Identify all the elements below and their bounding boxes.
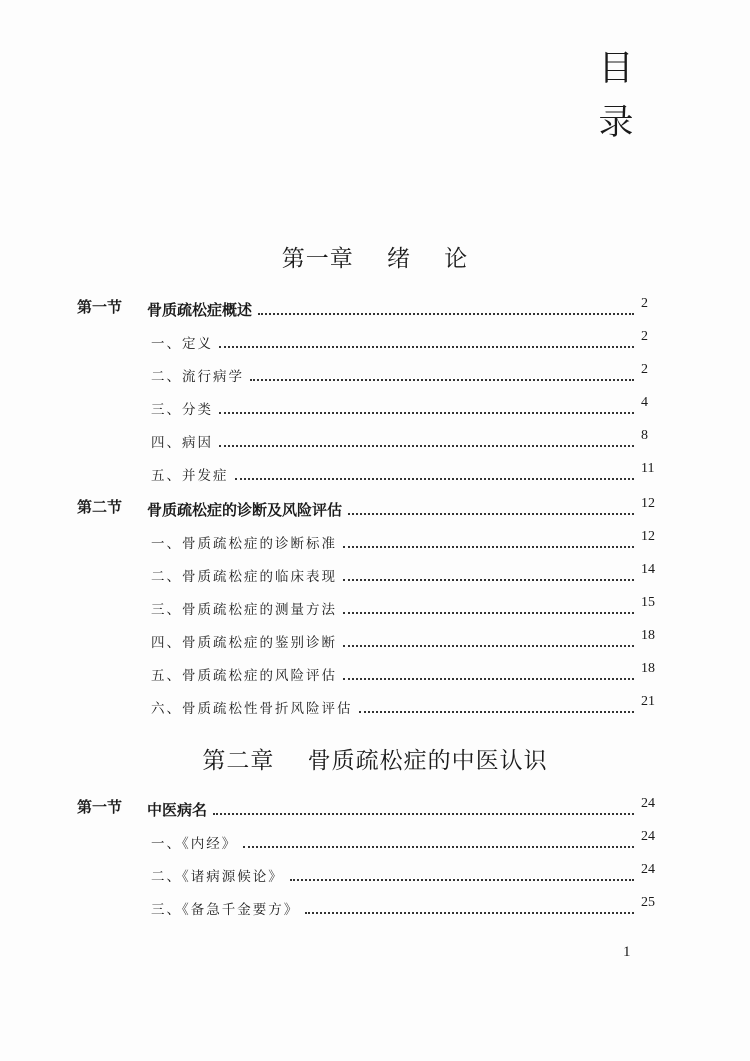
leader-dots xyxy=(219,412,634,414)
leader-dots xyxy=(213,813,634,815)
toc-heading-char-1: 目 xyxy=(598,49,634,89)
page-number: 2 xyxy=(641,329,648,344)
toc-entry-c1-s2-item-6[interactable] xyxy=(0,694,750,720)
page-folio: 1 xyxy=(623,944,631,960)
toc-entry-c1-s2-item-3[interactable] xyxy=(0,595,750,621)
item-title: 二、流行病学 xyxy=(151,369,244,385)
leader-dots xyxy=(258,313,634,315)
page-number: 11 xyxy=(641,461,655,476)
page-number: 4 xyxy=(641,395,648,410)
toc-entry-c1-s2-item-4[interactable] xyxy=(0,628,750,654)
toc-entry-c1-s1[interactable] xyxy=(0,296,750,322)
page-number: 2 xyxy=(641,296,648,311)
item-title: 一、《内经》 xyxy=(151,836,238,852)
toc-entry-c1-s2-item-5[interactable] xyxy=(0,661,750,687)
item-title: 六、骨质疏松性骨折风险评估 xyxy=(151,701,353,717)
leader-dots xyxy=(305,912,634,914)
item-title: 二、《诸病源候论》 xyxy=(151,869,284,885)
toc-entry-c2-s1-item-3[interactable] xyxy=(0,895,750,921)
leader-dots xyxy=(343,546,634,548)
leader-dots xyxy=(250,379,634,381)
section-number: 第一节 xyxy=(77,298,123,316)
page-number: 24 xyxy=(641,829,655,844)
item-title: 三、骨质疏松症的测量方法 xyxy=(151,602,337,618)
leader-dots xyxy=(343,612,634,614)
page-number: 21 xyxy=(641,694,655,709)
item-title: 一、骨质疏松症的诊断标准 xyxy=(151,536,337,552)
leader-dots xyxy=(219,346,634,348)
toc-heading xyxy=(596,42,636,150)
chapter-1-heading: 第一章 绪 论 xyxy=(281,246,469,272)
toc-entry-c1-s2-item-1[interactable] xyxy=(0,529,750,555)
item-title: 五、并发症 xyxy=(151,468,229,484)
item-title: 五、骨质疏松症的风险评估 xyxy=(151,668,337,684)
page-number: 18 xyxy=(641,628,655,643)
toc-entry-c1-s1-item-5[interactable] xyxy=(0,461,750,487)
leader-dots xyxy=(343,579,634,581)
item-title: 四、骨质疏松症的鉴别诊断 xyxy=(151,635,337,651)
toc-entry-c2-s1-item-2[interactable] xyxy=(0,862,750,888)
leader-dots xyxy=(290,879,634,881)
toc-heading-char-2: 录 xyxy=(598,103,634,143)
leader-dots xyxy=(343,645,634,647)
page-number: 24 xyxy=(641,862,655,877)
page-number: 24 xyxy=(641,796,655,811)
toc-entry-c1-s2-item-2[interactable] xyxy=(0,562,750,588)
section-title: 骨质疏松症的诊断及风险评估 xyxy=(147,500,343,519)
item-title: 三、《备急千金要方》 xyxy=(151,902,300,918)
section-number: 第二节 xyxy=(77,498,123,516)
toc-entry-c1-s2[interactable] xyxy=(0,496,750,522)
page-number: 14 xyxy=(641,562,655,577)
leader-dots xyxy=(359,711,635,713)
item-title: 二、骨质疏松症的临床表现 xyxy=(151,569,337,585)
chapter-2-heading: 第二章 骨质疏松症的中医认识 xyxy=(202,748,548,774)
leader-dots xyxy=(343,678,634,680)
item-title: 一、定义 xyxy=(151,336,213,352)
toc-entry-c1-s1-item-1[interactable] xyxy=(0,329,750,355)
leader-dots xyxy=(219,445,634,447)
page-number: 15 xyxy=(641,595,655,610)
page-number: 8 xyxy=(641,428,648,443)
page-number: 25 xyxy=(641,895,655,910)
toc-entry-c2-s1-item-1[interactable] xyxy=(0,829,750,855)
item-title: 三、分类 xyxy=(151,402,213,418)
leader-dots xyxy=(235,478,635,480)
toc-entry-c1-s1-item-2[interactable] xyxy=(0,362,750,388)
page-number: 18 xyxy=(641,661,655,676)
section-number: 第一节 xyxy=(77,798,123,816)
leader-dots xyxy=(348,513,634,515)
section-title: 骨质疏松症概述 xyxy=(147,300,253,319)
page-number: 12 xyxy=(641,496,655,511)
page-number: 2 xyxy=(641,362,648,377)
toc-entry-c1-s1-item-4[interactable] xyxy=(0,428,750,454)
toc-entry-c2-s1[interactable] xyxy=(0,796,750,822)
page-number: 12 xyxy=(641,529,655,544)
leader-dots xyxy=(243,846,634,848)
item-title: 四、病因 xyxy=(151,435,213,451)
section-title: 中医病名 xyxy=(147,800,208,819)
toc-entry-c1-s1-item-3[interactable] xyxy=(0,395,750,421)
